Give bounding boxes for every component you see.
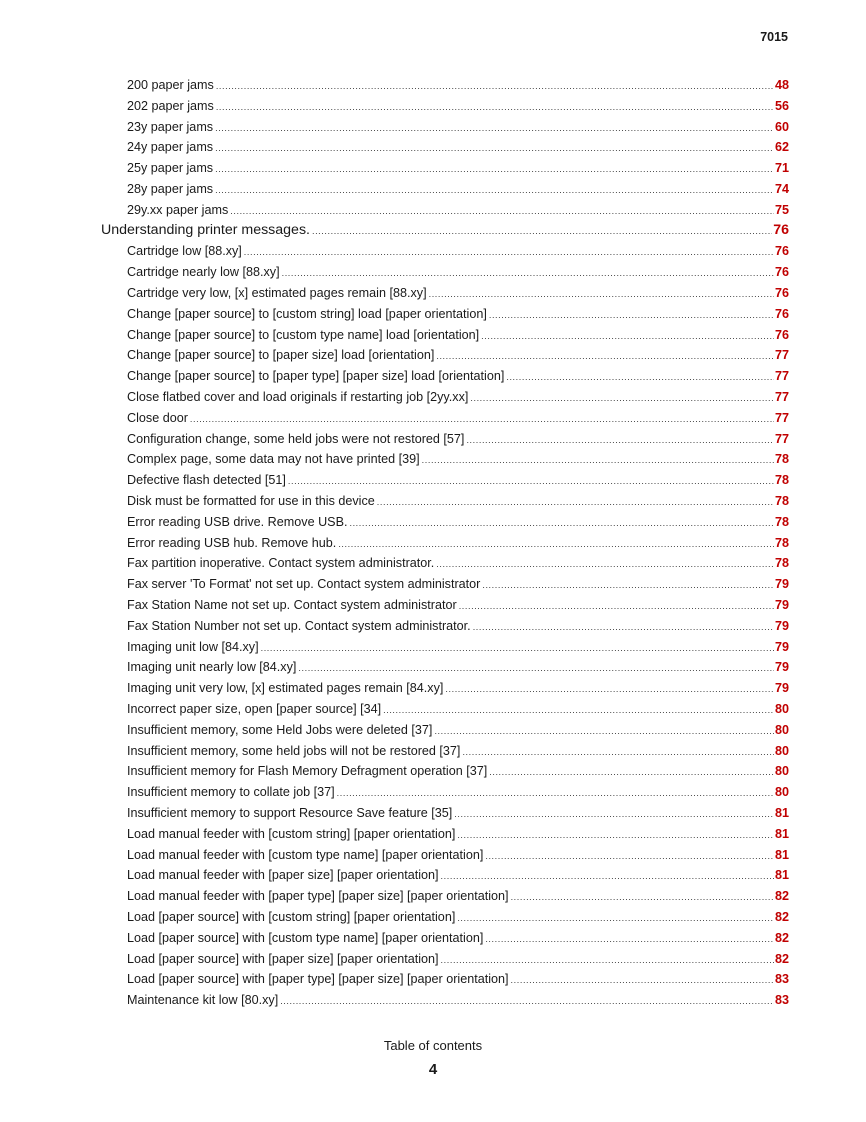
toc-entry-label: Disk must be formatted for use in this device (127, 494, 375, 508)
toc-page-number[interactable]: 81 (774, 868, 789, 883)
toc-entry[interactable] (127, 785, 789, 799)
toc-entry-label: Load [paper source] with [custom type name] [paper orientation] (127, 930, 484, 945)
toc-leader-dots (511, 975, 774, 985)
toc-entry[interactable] (127, 868, 789, 882)
toc-entry[interactable] (127, 203, 789, 217)
toc-leader-dots (470, 393, 774, 403)
toc-page-number[interactable]: 77 (774, 410, 789, 425)
toc-entry-label: 28y paper jams (127, 182, 214, 196)
toc-entry[interactable] (127, 827, 789, 841)
toc-page-number[interactable]: 83 (774, 972, 789, 987)
toc-entry-label: Change [paper source] to [paper size] load [orientation] (127, 348, 435, 363)
toc-entry-label: Fax Station Number not set up. Contact system administrator. (127, 618, 471, 633)
toc-entry[interactable] (127, 723, 789, 737)
toc-entry-label: Defective flash detected [51] (127, 473, 286, 488)
toc-leader-dots (261, 643, 774, 653)
toc-entry-label: Imaging unit very low, [x] estimated pages remain [84.xy] (127, 681, 444, 696)
toc-leader-dots (489, 767, 774, 777)
toc-entry[interactable] (127, 660, 789, 674)
toc-entry-label: Fax Station Name not set up. Contact system administrator (127, 598, 457, 612)
toc-entry-label: Error reading USB drive. Remove USB. (127, 514, 348, 529)
toc-entry-label: Fax server 'To Format' not set up. Contact system administrator (127, 577, 481, 592)
toc-leader-dots (466, 435, 774, 445)
toc-page-number[interactable]: 79 (774, 577, 789, 592)
toc-leader-dots (459, 601, 774, 611)
toc-entry[interactable] (127, 515, 789, 529)
toc-entry[interactable] (127, 286, 789, 300)
toc-entry[interactable] (127, 452, 789, 466)
toc-entry[interactable] (127, 140, 789, 154)
toc-entry-label: Change [paper source] to [custom type name] load [orientation] (127, 327, 480, 342)
toc-leader-dots (434, 726, 774, 736)
toc-leader-dots (349, 518, 774, 528)
toc-leader-dots (462, 747, 774, 757)
toc-entry-label: Change [paper source] to [custom string] load [paper orientation] (127, 306, 487, 321)
toc-section-heading[interactable] (101, 222, 789, 238)
toc-entry-label: Insufficient memory, some Held Jobs were deleted [37] (127, 722, 433, 737)
toc-entry-label: Close door (127, 410, 188, 425)
footer-section-title: Table of contents (383, 1038, 483, 1053)
document-id: 7015 (760, 30, 788, 44)
toc-entry[interactable] (127, 577, 789, 591)
toc-leader-dots (298, 663, 774, 673)
toc-entry-label: Error reading USB hub. Remove hub. (127, 535, 337, 550)
toc-entry-label: Insufficient memory to support Resource Save feature [35] (127, 806, 453, 820)
toc-page-number[interactable]: 82 (774, 910, 789, 924)
toc-entry[interactable] (127, 120, 789, 134)
toc-entry-label: Load manual feeder with [custom string] [paper orientation] (127, 826, 456, 841)
toc-entry[interactable] (127, 536, 789, 550)
toc-entry[interactable] (127, 182, 789, 196)
toc-leader-dots (230, 206, 774, 216)
toc-page-number[interactable]: 76 (774, 286, 789, 300)
toc-leader-dots (215, 143, 774, 153)
toc-entry-label: Insufficient memory to collate job [37] (127, 785, 335, 800)
toc-entry[interactable] (127, 390, 789, 404)
toc-entry-label: Load [paper source] with [paper size] [paper orientation] (127, 951, 439, 966)
toc-page-number[interactable]: 82 (774, 930, 789, 945)
toc-leader-dots (215, 185, 774, 195)
toc-leader-dots (482, 580, 774, 590)
toc-page-number[interactable]: 79 (774, 618, 789, 633)
toc-entry[interactable] (127, 910, 789, 924)
toc-entry[interactable] (127, 993, 789, 1007)
toc-leader-dots (485, 851, 774, 861)
toc-page-number[interactable]: 79 (774, 660, 789, 675)
toc-page-number[interactable]: 78 (774, 473, 789, 488)
toc-entry-label: Insufficient memory, some held jobs will not be restored [37] (127, 743, 461, 758)
toc-leader-dots (190, 414, 774, 424)
toc-entry-label: Cartridge very low, [x] estimated pages remain [88.xy] (127, 286, 427, 300)
toc-entry[interactable] (127, 681, 789, 695)
toc-entry-label: Imaging unit nearly low [84.xy] (127, 660, 297, 675)
toc-leader-dots (377, 497, 774, 507)
toc-entry[interactable] (127, 265, 789, 279)
toc-leader-dots (429, 289, 774, 299)
toc-page-number[interactable]: 76 (774, 265, 789, 280)
toc-entry[interactable] (127, 369, 789, 383)
toc-page-number[interactable]: 78 (774, 556, 789, 571)
toc-leader-dots (215, 164, 774, 174)
toc-leader-dots (436, 559, 774, 569)
toc-page-number[interactable]: 77 (774, 390, 789, 404)
toc-entry-label: Maintenance kit low [80.xy] (127, 993, 279, 1008)
toc-page-number[interactable]: 81 (774, 806, 789, 820)
toc-page-number[interactable]: 82 (774, 951, 789, 966)
toc-leader-dots (445, 684, 774, 694)
toc-entry-label: Load manual feeder with [paper size] [paper orientation] (127, 868, 439, 883)
toc-entry-label: Close flatbed cover and load originals if restarting job [2yy.xx] (127, 390, 469, 404)
toc-entry[interactable] (127, 161, 789, 175)
toc-entry[interactable] (127, 348, 789, 362)
toc-entry-label: 29y.xx paper jams (127, 202, 229, 217)
toc-entry[interactable] (127, 307, 789, 321)
toc-leader-dots (454, 809, 774, 819)
toc-entry[interactable] (127, 78, 789, 92)
toc-entry-label: Fax partition inoperative. Contact system administrator. (127, 556, 435, 571)
toc-leader-dots (244, 247, 774, 257)
toc-entry-label: Change [paper source] to [paper type] [paper size] load [orientation] (127, 369, 505, 384)
toc-entry-label: Imaging unit low [84.xy] (127, 639, 259, 654)
toc-page-number[interactable]: 76 (773, 221, 789, 238)
toc-page-number[interactable]: 80 (774, 743, 789, 758)
toc-page-number[interactable]: 79 (774, 681, 789, 696)
toc-leader-dots (441, 955, 774, 965)
toc-entry-label: Incorrect paper size, open [paper source] [34] (127, 702, 382, 716)
toc-entry-label: 23y paper jams (127, 119, 214, 134)
toc-page-number[interactable]: 81 (774, 826, 789, 841)
toc-entry-label: Understanding printer messages. (101, 221, 310, 238)
toc-page-number[interactable]: 80 (774, 702, 789, 716)
toc-leader-dots (312, 226, 772, 236)
toc-page-number[interactable]: 76 (774, 306, 789, 321)
toc-leader-dots (441, 871, 774, 881)
toc-page-number[interactable]: 76 (774, 244, 789, 259)
toc-entry[interactable] (127, 744, 789, 758)
toc-entry[interactable] (127, 640, 789, 654)
toc-leader-dots (457, 830, 774, 840)
toc-entry-label: Configuration change, some held jobs were not restored [57] (127, 431, 465, 446)
toc-entry-label: Load [paper source] with [custom string] [paper orientation] (127, 910, 456, 924)
toc-entry[interactable] (127, 473, 789, 487)
toc-page-number[interactable]: 56 (774, 98, 789, 113)
toc-entry[interactable] (127, 931, 789, 945)
toc-page-number[interactable]: 78 (774, 514, 789, 529)
toc-entry-label: 200 paper jams (127, 78, 214, 92)
toc-leader-dots (338, 539, 774, 549)
toc-entry[interactable] (127, 411, 789, 425)
toc-page-number[interactable]: 62 (774, 140, 789, 155)
toc-leader-dots (216, 81, 774, 91)
toc-entry[interactable] (127, 702, 789, 716)
toc-entry[interactable] (127, 328, 789, 342)
toc-entry[interactable] (127, 432, 789, 446)
toc-page-number[interactable]: 48 (774, 78, 789, 92)
toc-entry-label: Cartridge nearly low [88.xy] (127, 265, 280, 280)
toc-leader-dots (383, 705, 774, 715)
toc-entry-label: 202 paper jams (127, 98, 214, 113)
toc-entry-label: Load [paper source] with [paper type] [paper size] [paper orientation] (127, 972, 509, 987)
toc-page-number[interactable]: 76 (774, 327, 789, 342)
toc-entry[interactable] (127, 952, 789, 966)
toc-leader-dots (215, 123, 774, 133)
toc-page-number[interactable]: 82 (774, 889, 789, 904)
toc-leader-dots (422, 455, 774, 465)
toc-page-number[interactable]: 80 (774, 722, 789, 737)
toc-leader-dots (457, 913, 774, 923)
toc-entry-label: 25y paper jams (127, 161, 214, 176)
toc-entry-label: Cartridge low [88.xy] (127, 244, 242, 259)
toc-entry-label: Insufficient memory for Flash Memory Defragment operation [37] (127, 764, 488, 779)
toc-leader-dots (506, 372, 774, 382)
toc-leader-dots (473, 622, 774, 632)
toc-page-number[interactable]: 78 (774, 494, 789, 508)
toc-entry[interactable] (127, 764, 789, 778)
toc-leader-dots (485, 934, 774, 944)
toc-leader-dots (436, 351, 774, 361)
toc-leader-dots (288, 476, 774, 486)
toc-leader-dots (216, 102, 774, 112)
toc-leader-dots (481, 331, 774, 341)
toc-page-number[interactable]: 77 (774, 369, 789, 384)
toc-leader-dots (280, 996, 774, 1006)
toc-entry-label: Load manual feeder with [paper type] [paper size] [paper orientation] (127, 889, 509, 904)
toc-entry[interactable] (127, 619, 789, 633)
toc-page-number[interactable]: 80 (774, 764, 789, 779)
toc-leader-dots (337, 788, 774, 798)
toc-page-number[interactable]: 60 (774, 119, 789, 134)
toc-page-number[interactable]: 83 (774, 993, 789, 1008)
toc-entry-label: Complex page, some data may not have printed [39] (127, 452, 420, 467)
toc-page-number[interactable]: 71 (774, 161, 789, 176)
toc-page-number[interactable]: 79 (774, 598, 789, 612)
toc-page-number[interactable]: 75 (774, 202, 789, 217)
toc-entry[interactable] (127, 494, 789, 508)
toc-entry[interactable] (127, 972, 789, 986)
toc-entry-label: 24y paper jams (127, 140, 214, 155)
toc-page-number[interactable]: 81 (774, 847, 789, 862)
toc-entry[interactable] (127, 889, 789, 903)
toc-leader-dots (489, 310, 774, 320)
toc-entry[interactable] (127, 598, 789, 612)
toc-entry[interactable] (127, 806, 789, 820)
toc-entry[interactable] (127, 244, 789, 258)
toc-page-number[interactable]: 77 (774, 431, 789, 446)
toc-entry-label: Load manual feeder with [custom type name] [paper orientation] (127, 847, 484, 862)
toc-page-number[interactable]: 80 (774, 785, 789, 800)
footer-page-number: 4 (428, 1061, 438, 1078)
toc-page-number[interactable]: 79 (774, 639, 789, 654)
toc-leader-dots (282, 268, 774, 278)
toc-entry[interactable] (127, 848, 789, 862)
toc-page-number[interactable]: 78 (774, 535, 789, 550)
toc-entry[interactable] (127, 556, 789, 570)
toc-page-number[interactable]: 77 (774, 348, 789, 363)
toc-leader-dots (511, 892, 774, 902)
toc-page-number[interactable]: 78 (774, 452, 789, 467)
toc-entry[interactable] (127, 99, 789, 113)
toc-page-number[interactable]: 74 (774, 182, 789, 196)
